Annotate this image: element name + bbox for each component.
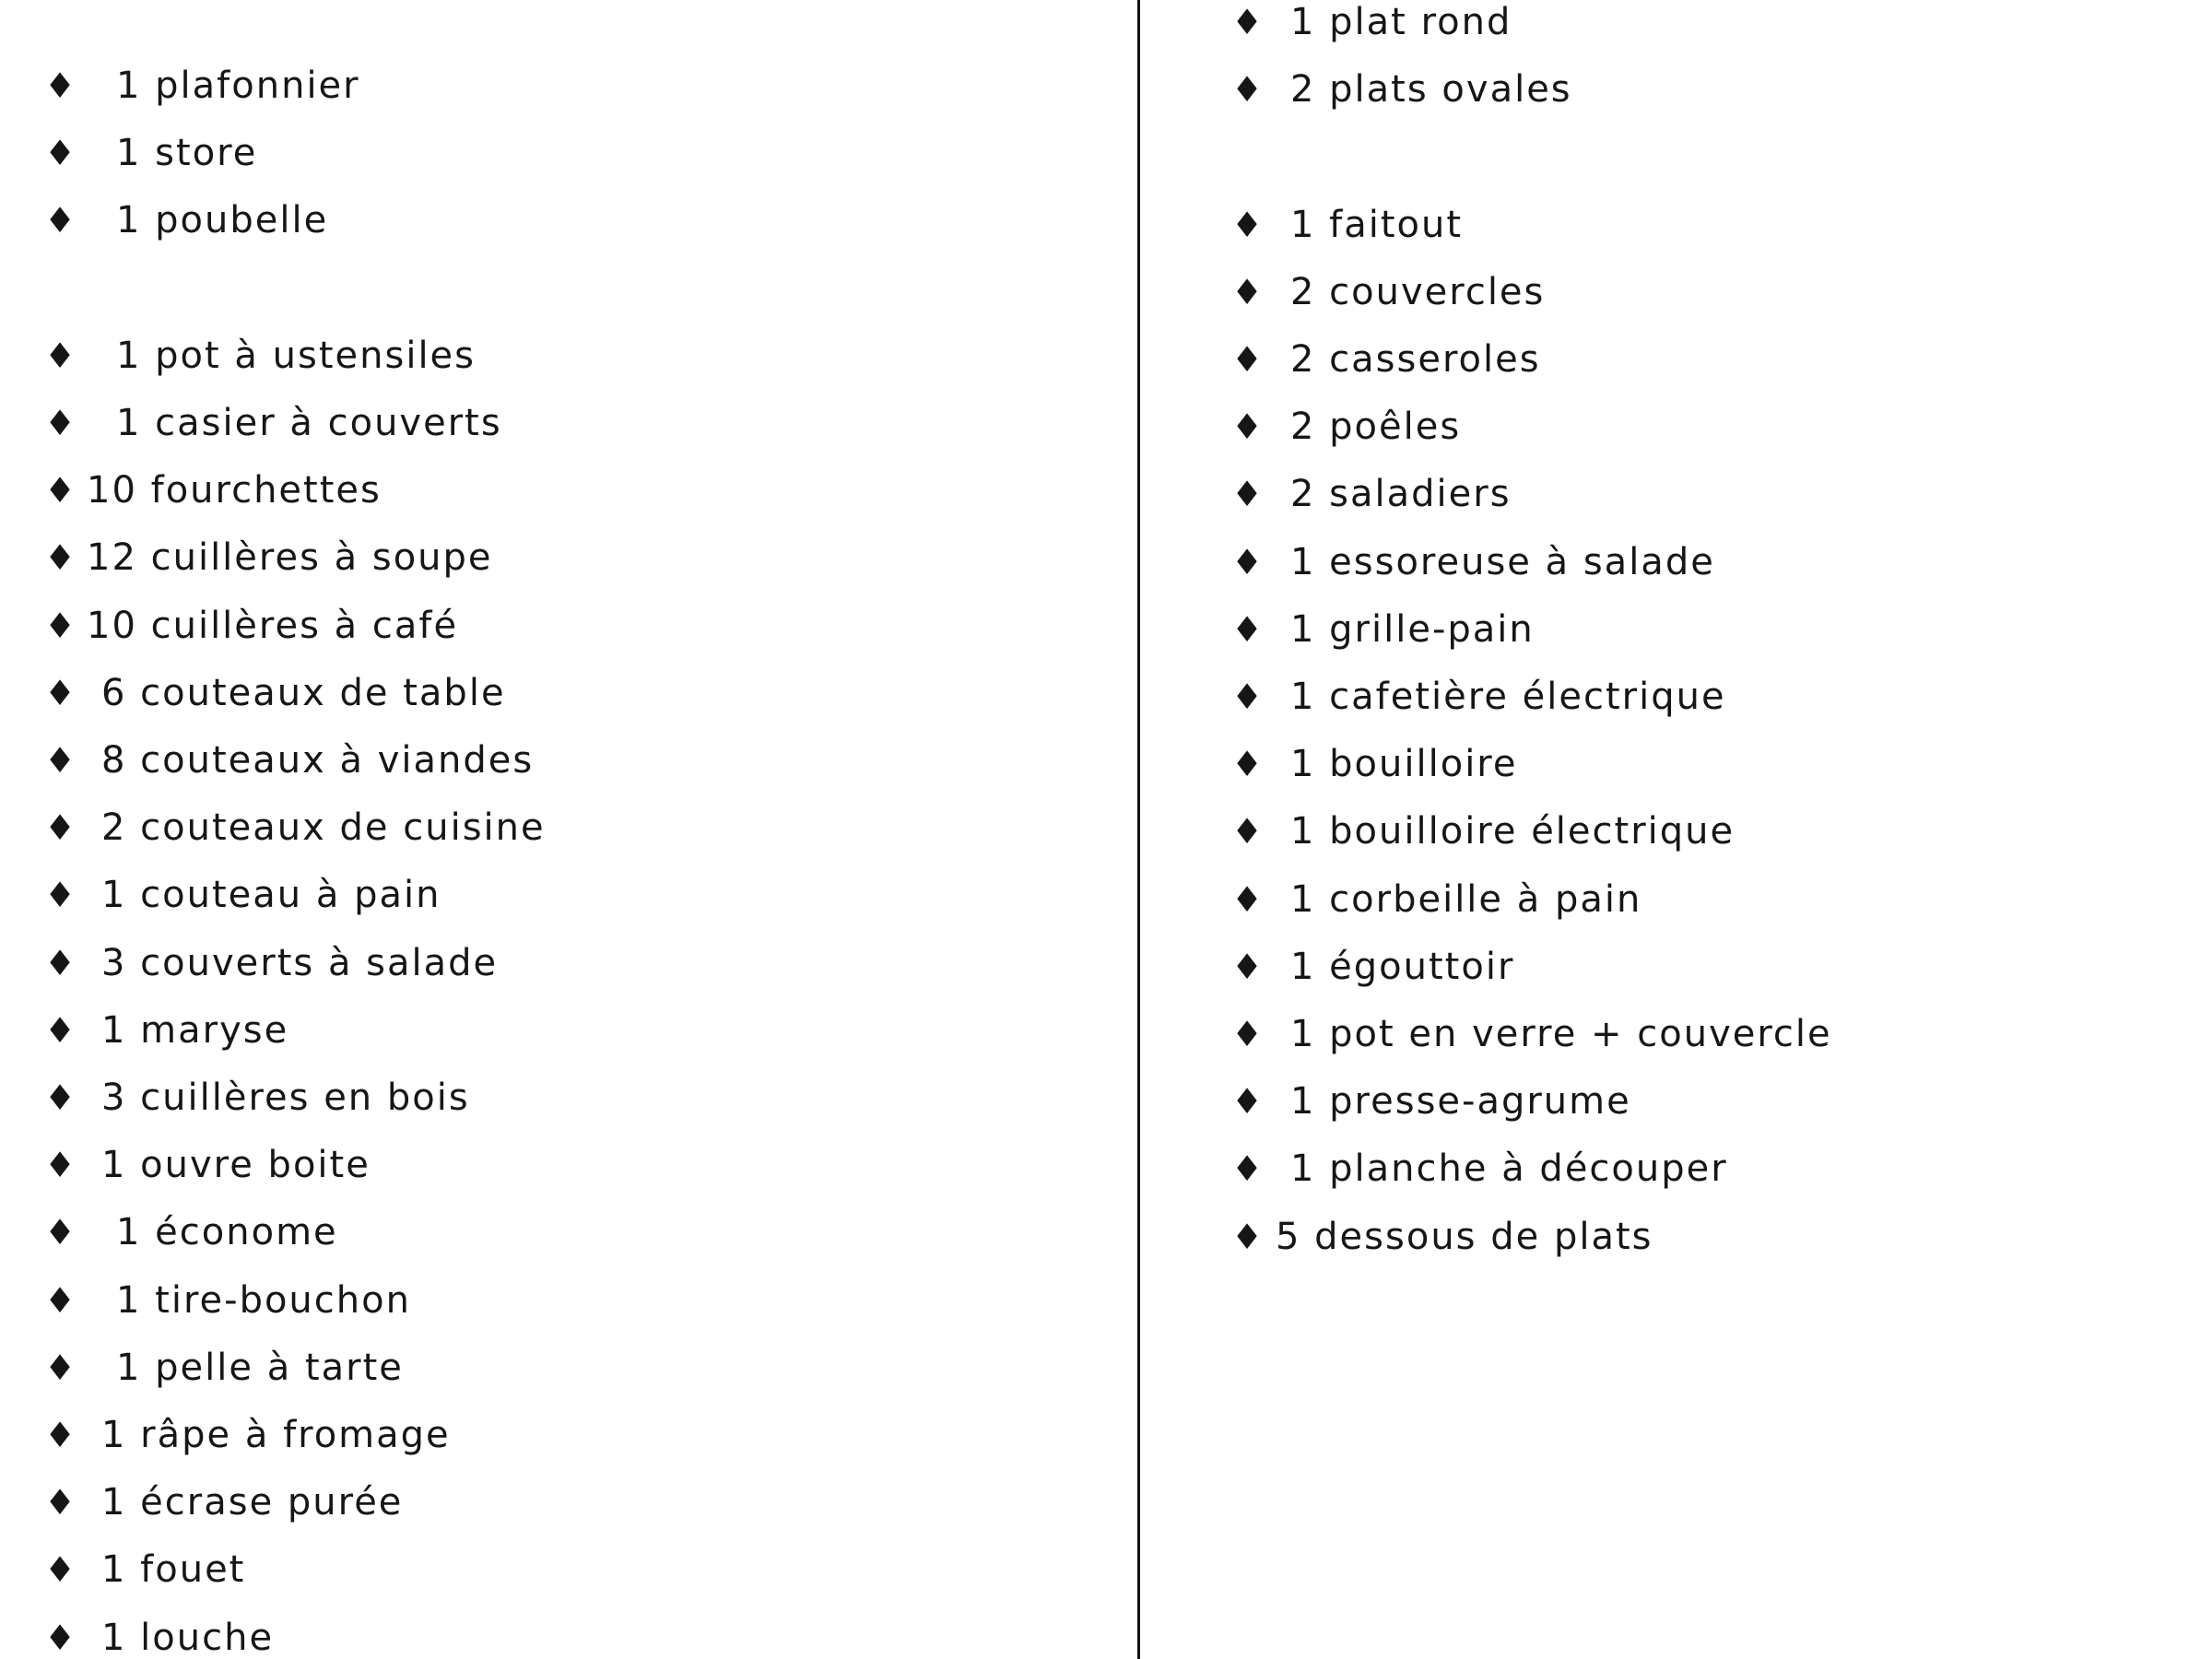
diamond-bullet-icon: ♦ [1231, 541, 1264, 582]
item-text: 1 fouet [101, 1548, 246, 1592]
item-text: 1 presse-agrume [1290, 1080, 1631, 1124]
item-text: 1 store [116, 132, 258, 175]
diamond-bullet-icon: ♦ [44, 403, 76, 443]
diamond-bullet-icon: ♦ [1231, 1014, 1264, 1054]
item-text: 2 couteaux de cuisine [101, 806, 546, 850]
diamond-bullet-icon: ♦ [44, 1347, 76, 1388]
diamond-bullet-icon: ♦ [44, 335, 76, 376]
item-text: 1 planche à découper [1290, 1147, 1728, 1191]
diamond-bullet-icon: ♦ [1231, 946, 1264, 987]
diamond-bullet-icon: ♦ [44, 605, 76, 646]
list-item [0, 797, 2212, 865]
diamond-bullet-icon: ♦ [44, 807, 76, 849]
item-text: 1 maryse [101, 1008, 289, 1052]
diamond-bullet-icon: ♦ [44, 65, 76, 106]
diamond-bullet-icon: ♦ [44, 1415, 76, 1455]
diamond-bullet-icon: ♦ [1231, 406, 1264, 448]
item-text: 12 cuillères à soupe [87, 536, 493, 580]
item-text: 1 pot en verre + couvercle [1290, 1013, 1832, 1055]
diamond-bullet-icon: ♦ [44, 537, 76, 579]
item-text: 1 râpe à fromage [101, 1414, 451, 1456]
item-text: 1 louche [101, 1616, 275, 1659]
item-text: 1 écrase purée [101, 1481, 404, 1524]
diamond-bullet-icon: ♦ [44, 740, 76, 781]
item-text: 1 plafonnier [116, 65, 360, 107]
list-item [0, 528, 2212, 596]
list-item [0, 325, 2212, 394]
item-text: 2 plats ovales [1290, 68, 1572, 112]
diamond-bullet-icon: ♦ [44, 1009, 76, 1051]
diamond-bullet-icon: ♦ [1231, 878, 1264, 920]
item-text: 5 dessous de plats [1276, 1215, 1653, 1258]
diamond-bullet-icon: ♦ [1231, 474, 1264, 515]
diamond-bullet-icon: ♦ [44, 1617, 76, 1658]
item-text: 1 faitout [1290, 203, 1464, 246]
list-item [0, 865, 2212, 934]
list-item [0, 663, 2212, 731]
item-text: 2 saladiers [1290, 473, 1512, 516]
item-text: 1 couteau à pain [101, 874, 441, 917]
item-text: 3 cuillères en bois [101, 1077, 470, 1119]
item-text: 1 ouvre boite [101, 1144, 371, 1187]
item-text: 1 cafetière électrique [1290, 676, 1726, 718]
diamond-bullet-icon: ♦ [44, 942, 76, 983]
diamond-bullet-icon: ♦ [44, 200, 76, 241]
item-text: 1 pelle à tarte [116, 1346, 404, 1389]
diamond-bullet-icon: ♦ [44, 672, 76, 713]
item-text: 1 corbeille à pain [1290, 877, 1642, 921]
diamond-bullet-icon: ♦ [1231, 204, 1264, 245]
list-item [0, 933, 2212, 1001]
diamond-bullet-icon: ♦ [44, 133, 76, 174]
diamond-bullet-icon: ♦ [44, 1145, 76, 1186]
item-text: 10 cuillères à café [87, 604, 459, 647]
list-item [0, 1067, 2212, 1135]
diamond-bullet-icon: ♦ [1231, 1216, 1264, 1257]
item-text: 3 couverts à salade [101, 941, 499, 984]
item-text: 1 bouilloire électrique [1290, 810, 1735, 853]
item-text: 1 poubelle [116, 199, 329, 242]
list-item [0, 730, 2212, 798]
diamond-bullet-icon: ♦ [1231, 1081, 1264, 1123]
diamond-bullet-icon: ♦ [1231, 677, 1264, 717]
diamond-bullet-icon: ♦ [1231, 339, 1264, 380]
list-item [0, 55, 2212, 124]
item-text: 1 bouilloire [1290, 743, 1518, 786]
diamond-bullet-icon: ♦ [1231, 744, 1264, 785]
item-text: 1 égouttoir [1290, 945, 1515, 988]
diamond-bullet-icon: ♦ [44, 470, 76, 512]
item-text: 8 couteaux à viandes [101, 739, 535, 782]
list-item [0, 258, 2212, 326]
diamond-bullet-icon: ♦ [44, 1482, 76, 1524]
diamond-bullet-icon: ♦ [1231, 2, 1264, 42]
diamond-bullet-icon: ♦ [1231, 271, 1264, 312]
item-text: 6 couteaux de table [101, 671, 506, 714]
item-text: 1 essoreuse à salade [1290, 540, 1715, 583]
item-text: 1 plat rond [1290, 1, 1512, 43]
diamond-bullet-icon: ♦ [44, 875, 76, 916]
diamond-bullet-icon: ♦ [44, 1549, 76, 1591]
list-item [0, 1000, 2212, 1068]
diamond-bullet-icon: ♦ [44, 1279, 76, 1321]
item-text: 1 pot à ustensiles [116, 334, 477, 377]
diamond-bullet-icon: ♦ [1231, 1148, 1264, 1190]
list-item [0, 393, 2212, 461]
list-item [0, 191, 2212, 259]
list-item [0, 0, 2212, 56]
diamond-bullet-icon: ♦ [44, 1077, 76, 1118]
diamond-bullet-icon: ♦ [1231, 69, 1264, 111]
item-text: 1 grille-pain [1290, 607, 1535, 651]
list-item [0, 595, 2212, 664]
item-text: 2 casseroles [1290, 338, 1541, 381]
list-item [0, 460, 2212, 528]
item-text: 1 tire-bouchon [116, 1278, 411, 1322]
item-text: 2 couvercles [1290, 270, 1546, 313]
item-text: 2 poêles [1290, 406, 1462, 449]
item-text: 10 fourchettes [87, 469, 382, 512]
item-text: 1 économe [116, 1211, 338, 1254]
diamond-bullet-icon: ♦ [1231, 811, 1264, 853]
list-item [0, 1203, 2212, 1271]
diamond-bullet-icon: ♦ [1231, 608, 1264, 650]
diamond-bullet-icon: ♦ [44, 1212, 76, 1253]
list-item [0, 1135, 2212, 1203]
item-text: 1 casier à couverts [116, 402, 502, 444]
